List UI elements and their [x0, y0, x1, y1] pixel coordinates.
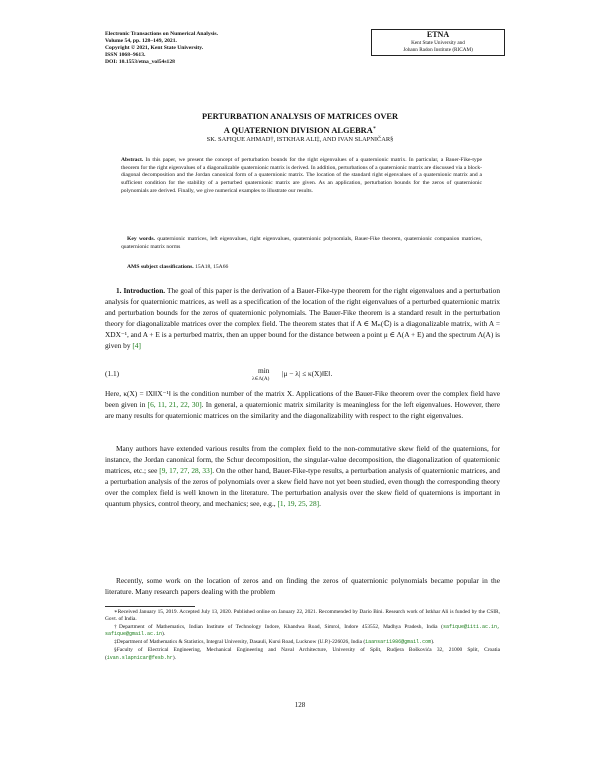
journal-copyright: Copyright © 2021, Kent State University.: [105, 44, 204, 51]
email-link-3[interactable]: ivan.slapnicar@fesb.hr: [106, 654, 173, 661]
keywords-label: Key words.: [127, 236, 155, 242]
page-number: 128: [294, 701, 306, 709]
etna-box: [371, 29, 505, 56]
citation-link[interactable]: [4]: [132, 341, 141, 351]
intro-text-2b: . In general, a quaternionic matrix similarity is meaningless for the left eigenvalues. However, there are many results for quaternionic matrices on the similarity and the diagonalizability with respect to the right eigenvalues.: [105, 400, 500, 421]
keywords: [121, 236, 482, 251]
abstract-label: Abstract.: [121, 157, 144, 163]
footnote-author-2-text: ‡Department of Mathematics & Statistics, Integral University, Dasauli, Kursi Road, Lucknow (U.P.)-226026, India (: [114, 639, 366, 646]
journal-doi[interactable]: DOI: 10.1553/etna_vol54s128: [105, 58, 175, 65]
equation-1-1: [105, 368, 500, 388]
abstract-text: In this paper, we present the concept of perturbation bounds for the right eigenvalues of a quaternionic matrix. In particular, a Bauer-Fike-type theorem for the right eigenvalues of a diagonalizable quaternionic matrix is derived. In addition, perturbations of a quaternionic matrix are discussed via a block-diagonal decomposition and the Jordan canonical form of a quaternionic matrix. The location of the standard right eigenvalues of a quaternionic matrix and a sufficient condition for the stability of a perturbed quaternionic matrix are given. As an application, perturbation bounds for the zeros of quaternionic polynomials are derived. Finally, we give numerical examples to illustrate our results.: [121, 157, 482, 194]
footnotes: [105, 609, 500, 662]
journal-name: Electronic Transactions on Numerical Analysis.: [105, 31, 218, 37]
footnote-author-2: [105, 639, 500, 646]
intro-text-3a: Many authors have extended various results from the complex field to the non-commutative skew field of the quaternions, for instance, the Jordan canonical form, the Schur decomposition, the singular-value decomposition, the diagonalization of quaternionic matrices, etc.; see: [105, 444, 500, 476]
footnote-author-1: [105, 624, 500, 638]
citation-links-3[interactable]: [1, 19, 25, 28]: [277, 499, 320, 509]
etna-line-2: Johann Radon Institute (RICAM): [403, 46, 473, 53]
journal-volume: Volume 54, pp. 128–149, 2021.: [105, 37, 177, 44]
intro-text-3c: .: [319, 499, 321, 509]
intro-text-2a: Here, κ(X) = ‖X‖‖X⁻¹‖ is the condition number of the matrix X. Applications of the Bauer-Fike theorem over the complex field have been given in: [105, 389, 500, 410]
section-heading: 1. Introduction.: [116, 286, 166, 295]
keywords-text: quaternionic matrices, left eigenvalues, right eigenvalues, quaternionic polynomials, Bauer-Fike theorem, quaternionic companion matrices, quaternionic matrix norms: [121, 236, 482, 250]
intro-text-3b: . On the other hand, Bauer-Fike-type results, a perturbation analysis of quaternionic matrices, and a perturbation analysis of the zeros of polynomials over a skew field have not yet been studied, even though the corresponding theory over the complex field is well known in the literature. The perturbation analysis over the skew field of quaternions is important in quantum physics, control theory, and mechanics; see, e.g.,: [105, 466, 500, 509]
email-link-2[interactable]: iaansari1986@gmail.com: [365, 639, 432, 646]
etna-line-1: Kent State University and: [411, 40, 465, 46]
ams-text: 15A18, 15A66: [195, 264, 229, 270]
intro-paragraph-2: [105, 388, 500, 421]
citation-links[interactable]: [6, 11, 21, 22, 30]: [147, 400, 202, 410]
footnote-author-3-text: §Faculty of Electrical Engineering, Mechanical Engineering and Naval Architecture, University of Split, Rudjera Boškovića 32, 21000 Split, Croatia (: [105, 647, 500, 661]
journal-header: [105, 31, 218, 66]
paper-title: [100, 111, 500, 136]
ams-classification: [121, 264, 482, 272]
footnote-author-3-end: ).: [172, 654, 176, 661]
ams-label: AMS subject classifications.: [127, 264, 194, 270]
footnote-author-3: [105, 647, 500, 661]
footnote-author-2-end: ).: [431, 639, 435, 646]
abstract: [121, 157, 482, 196]
footnote-author-1-text: †Department of Mathematics, Indian Institute of Technology Indore, Khandwa Road, Simrol, Indore 453552, Madhya Pradesh, India (: [114, 624, 443, 631]
etna-logo-text: ETNA: [426, 30, 450, 39]
intro-paragraph-4: [105, 575, 500, 597]
equation-subscript: λ∈Λ(A): [252, 376, 270, 382]
intro-paragraph-3: [105, 443, 500, 509]
intro-paragraph-1: [105, 285, 500, 351]
title-line-2: A QUATERNION DIVISION ALGEBRA: [223, 125, 373, 135]
footnote-author-1-end: ).: [162, 631, 166, 638]
email-link-1[interactable]: safique@iiti.ac.in, safique@gmail.ac.in: [105, 624, 500, 638]
intro-text-4: Recently, some work on the location of zeros and on finding the zeros of quaternionic polynomials became popular in the literature. Many research papers dealing with the problem: [105, 576, 500, 597]
equation-number: (1.1): [105, 369, 120, 378]
equation-min: min: [258, 366, 270, 375]
title-line-1: PERTURBATION ANALYSIS OF MATRICES OVER: [201, 112, 399, 121]
footnote-received: ∗Received January 15, 2019. Accepted July 13, 2020. Published online on January 22, 2021. Recommended by Dario Bini. Research work of Istkhar Ali is funded by the CSIR, Govt. of India.: [105, 609, 500, 623]
title-footnote-mark[interactable]: ∗: [372, 125, 377, 131]
citation-links-2[interactable]: [9, 17, 27, 28, 33]: [159, 466, 213, 476]
intro-text-1: The goal of this paper is the derivation of a Bauer-Fike-type theorem for the right eigenvalues and a perturbation analysis for quaternionic matrices, as well as a specification of the location of the right eigenvalues of a perturbed quaternionic matrix and perturbation bounds for the zeros of quaternionic polynomials. The Bauer-Fike theorem is a standard result in the perturbation theory for diagonalizable matrices over the complex field. The theorem states that if A ∈ Mₙ(ℂ) is a diagonalizable matrix, with A = XDX⁻¹, and A + E is a perturbed matrix, then an upper bound for the distance between a point μ ∈ Λ(A + E) and the spectrum Λ(A) is given by: [105, 286, 500, 351]
footnote-rule: [105, 606, 195, 607]
author-list: SK. SAFIQUE AHMAD†, ISTKHAR ALI‡, AND IVAN SLAPNIČAR§: [206, 136, 394, 143]
journal-issn: ISSN 1068–9613.: [105, 51, 146, 58]
equation-body: |μ − λ| ≤ κ(X)‖E‖.: [282, 369, 333, 378]
